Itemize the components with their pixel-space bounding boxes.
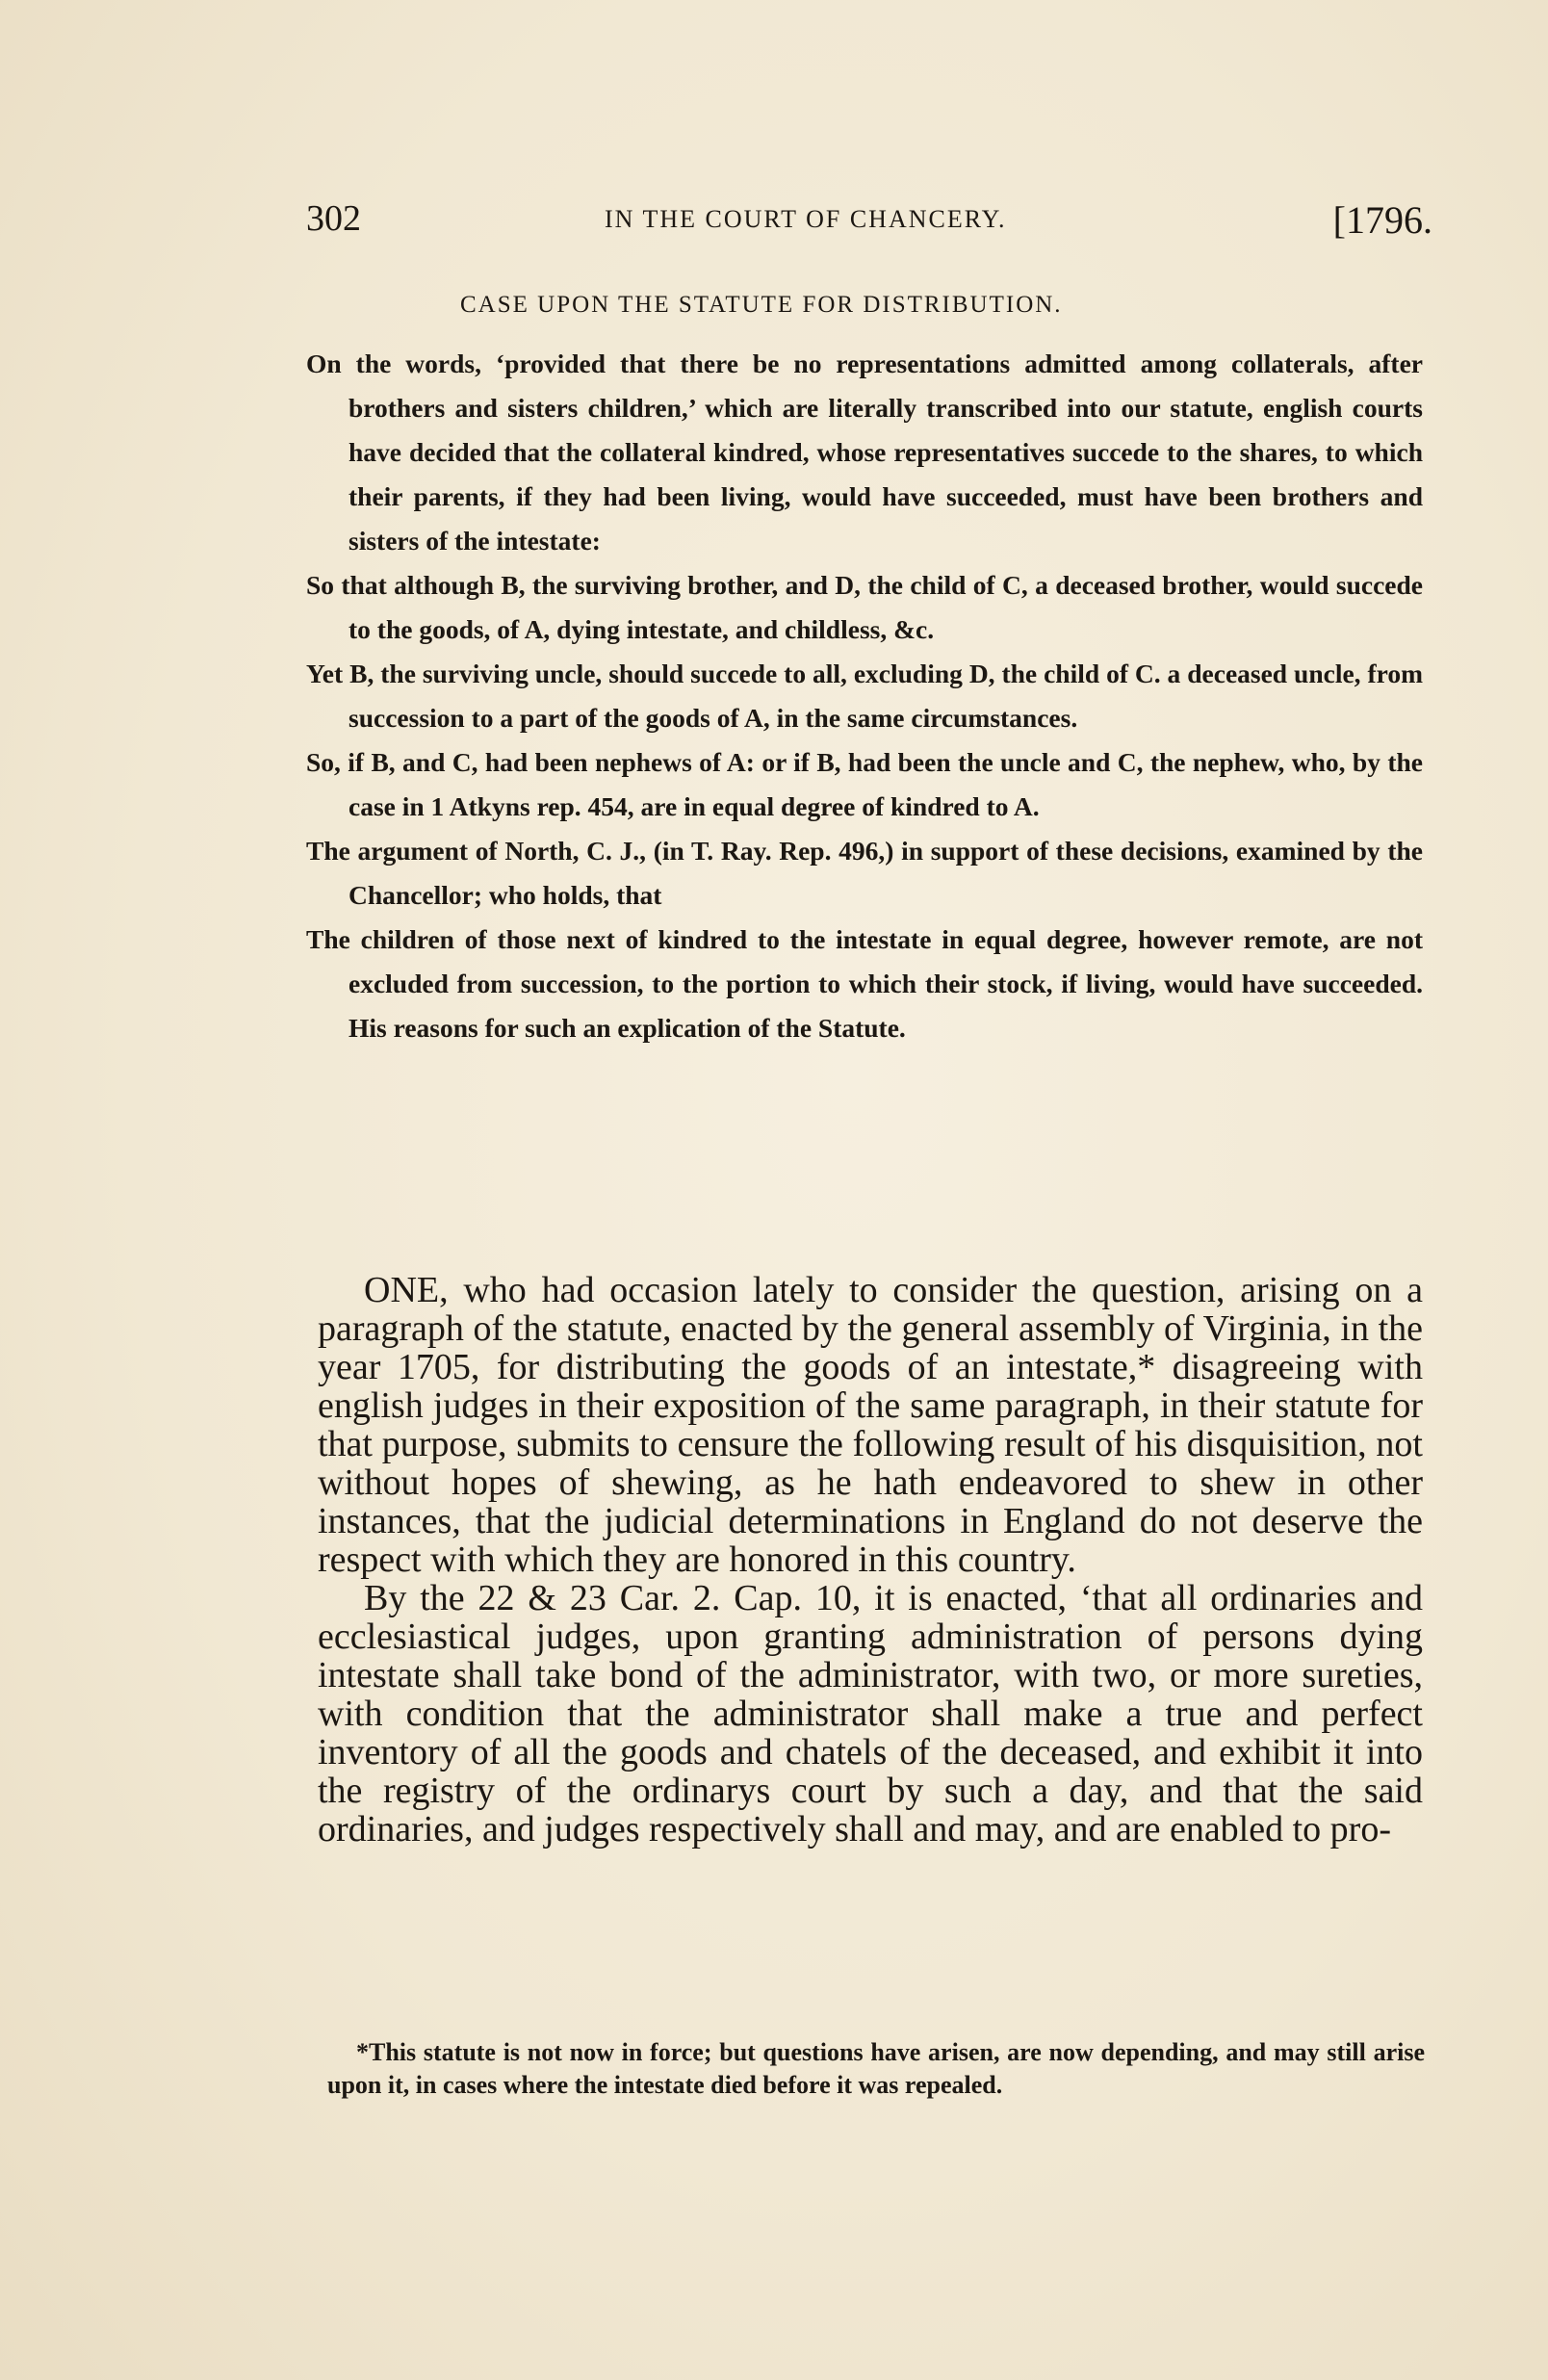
running-year: [1796. xyxy=(1332,198,1432,242)
syllabus-paragraph: On the words, ‘provided that there be no representations admitted among collaterals, after brothers and sisters children,’ which are literally transcribed into our statute, english courts have decided that the collateral kindred, whose representatives succede to the shares, to which their parents, if they had been living, would have succeeded, must have been brothers and sisters of the intestate: xyxy=(306,349,1423,556)
body-paragraph: ONE, who had occasion lately to consider the question, arising on a paragraph of the statute, enacted by the general assembly of Virginia, in the year 1705, for distributing the goods of an intestate,* disagreeing with english judges in their exposition of the same paragraph, in their statute for that purpose, submits to censure the following result of his disquisition, not without hopes of shewing, as he hath endeavored to shew in other instances, that the judicial determinations in England do not deserve the respect with which they are honored in this country. xyxy=(318,1270,1423,1580)
case-heading: CASE UPON THE STATUTE FOR DISTRIBUTION. xyxy=(460,292,1063,318)
syllabus-paragraph: So that although B, the surviving brother, and D, the child of C, a deceased brother, would succede to the goods, of A, dying intestate, and childless, &c. xyxy=(306,570,1423,644)
running-title: IN THE COURT OF CHANCERY. xyxy=(605,205,1007,233)
running-head xyxy=(306,197,1432,255)
syllabus-paragraph: The argument of North, C. J., (in T. Ray. Rep. 496,) in support of these decisions, examined by the Chancellor; who holds, that xyxy=(306,836,1423,910)
page-number: 302 xyxy=(306,198,361,239)
footnote: *This statute is not now in force; but questions have arisen, are now depending, and may still arise upon it, in cases where the intestate died before it was repealed. xyxy=(327,2038,1425,2099)
body-paragraph: By the 22 & 23 Car. 2. Cap. 10, it is enacted, ‘that all ordinaries and ecclesiastical judges, upon granting administration of persons dying intestate shall take bond of the administrator, with two, or more sureties, with condition that the administrator shall make a true and perfect inventory of all the goods and chatels of the deceased, and exhibit it into the registry of the ordinarys court by such a day, and that the said ordinaries, and judges respectively shall and may, and are enabled to pro- xyxy=(318,1578,1423,1850)
main-text xyxy=(318,1271,1423,1849)
syllabus-paragraph: Yet B, the surviving uncle, should succede to all, excluding D, the child of C. a deceased uncle, from succession to a part of the goods of A, in the same circumstances. xyxy=(306,659,1423,733)
syllabus xyxy=(306,342,1423,1050)
syllabus-paragraph: So, if B, and C, had been nephews of A: or if B, had been the uncle and C, the nephew, who, by the case in 1 Atkyns rep. 454, are in equal degree of kindred to A. xyxy=(306,747,1423,821)
syllabus-paragraph: The children of those next of kindred to the intestate in equal degree, however remote, are not excluded from succession, to the portion to which their stock, if living, would have succeeded. His reasons for such an explication of the Statute. xyxy=(306,924,1423,1043)
